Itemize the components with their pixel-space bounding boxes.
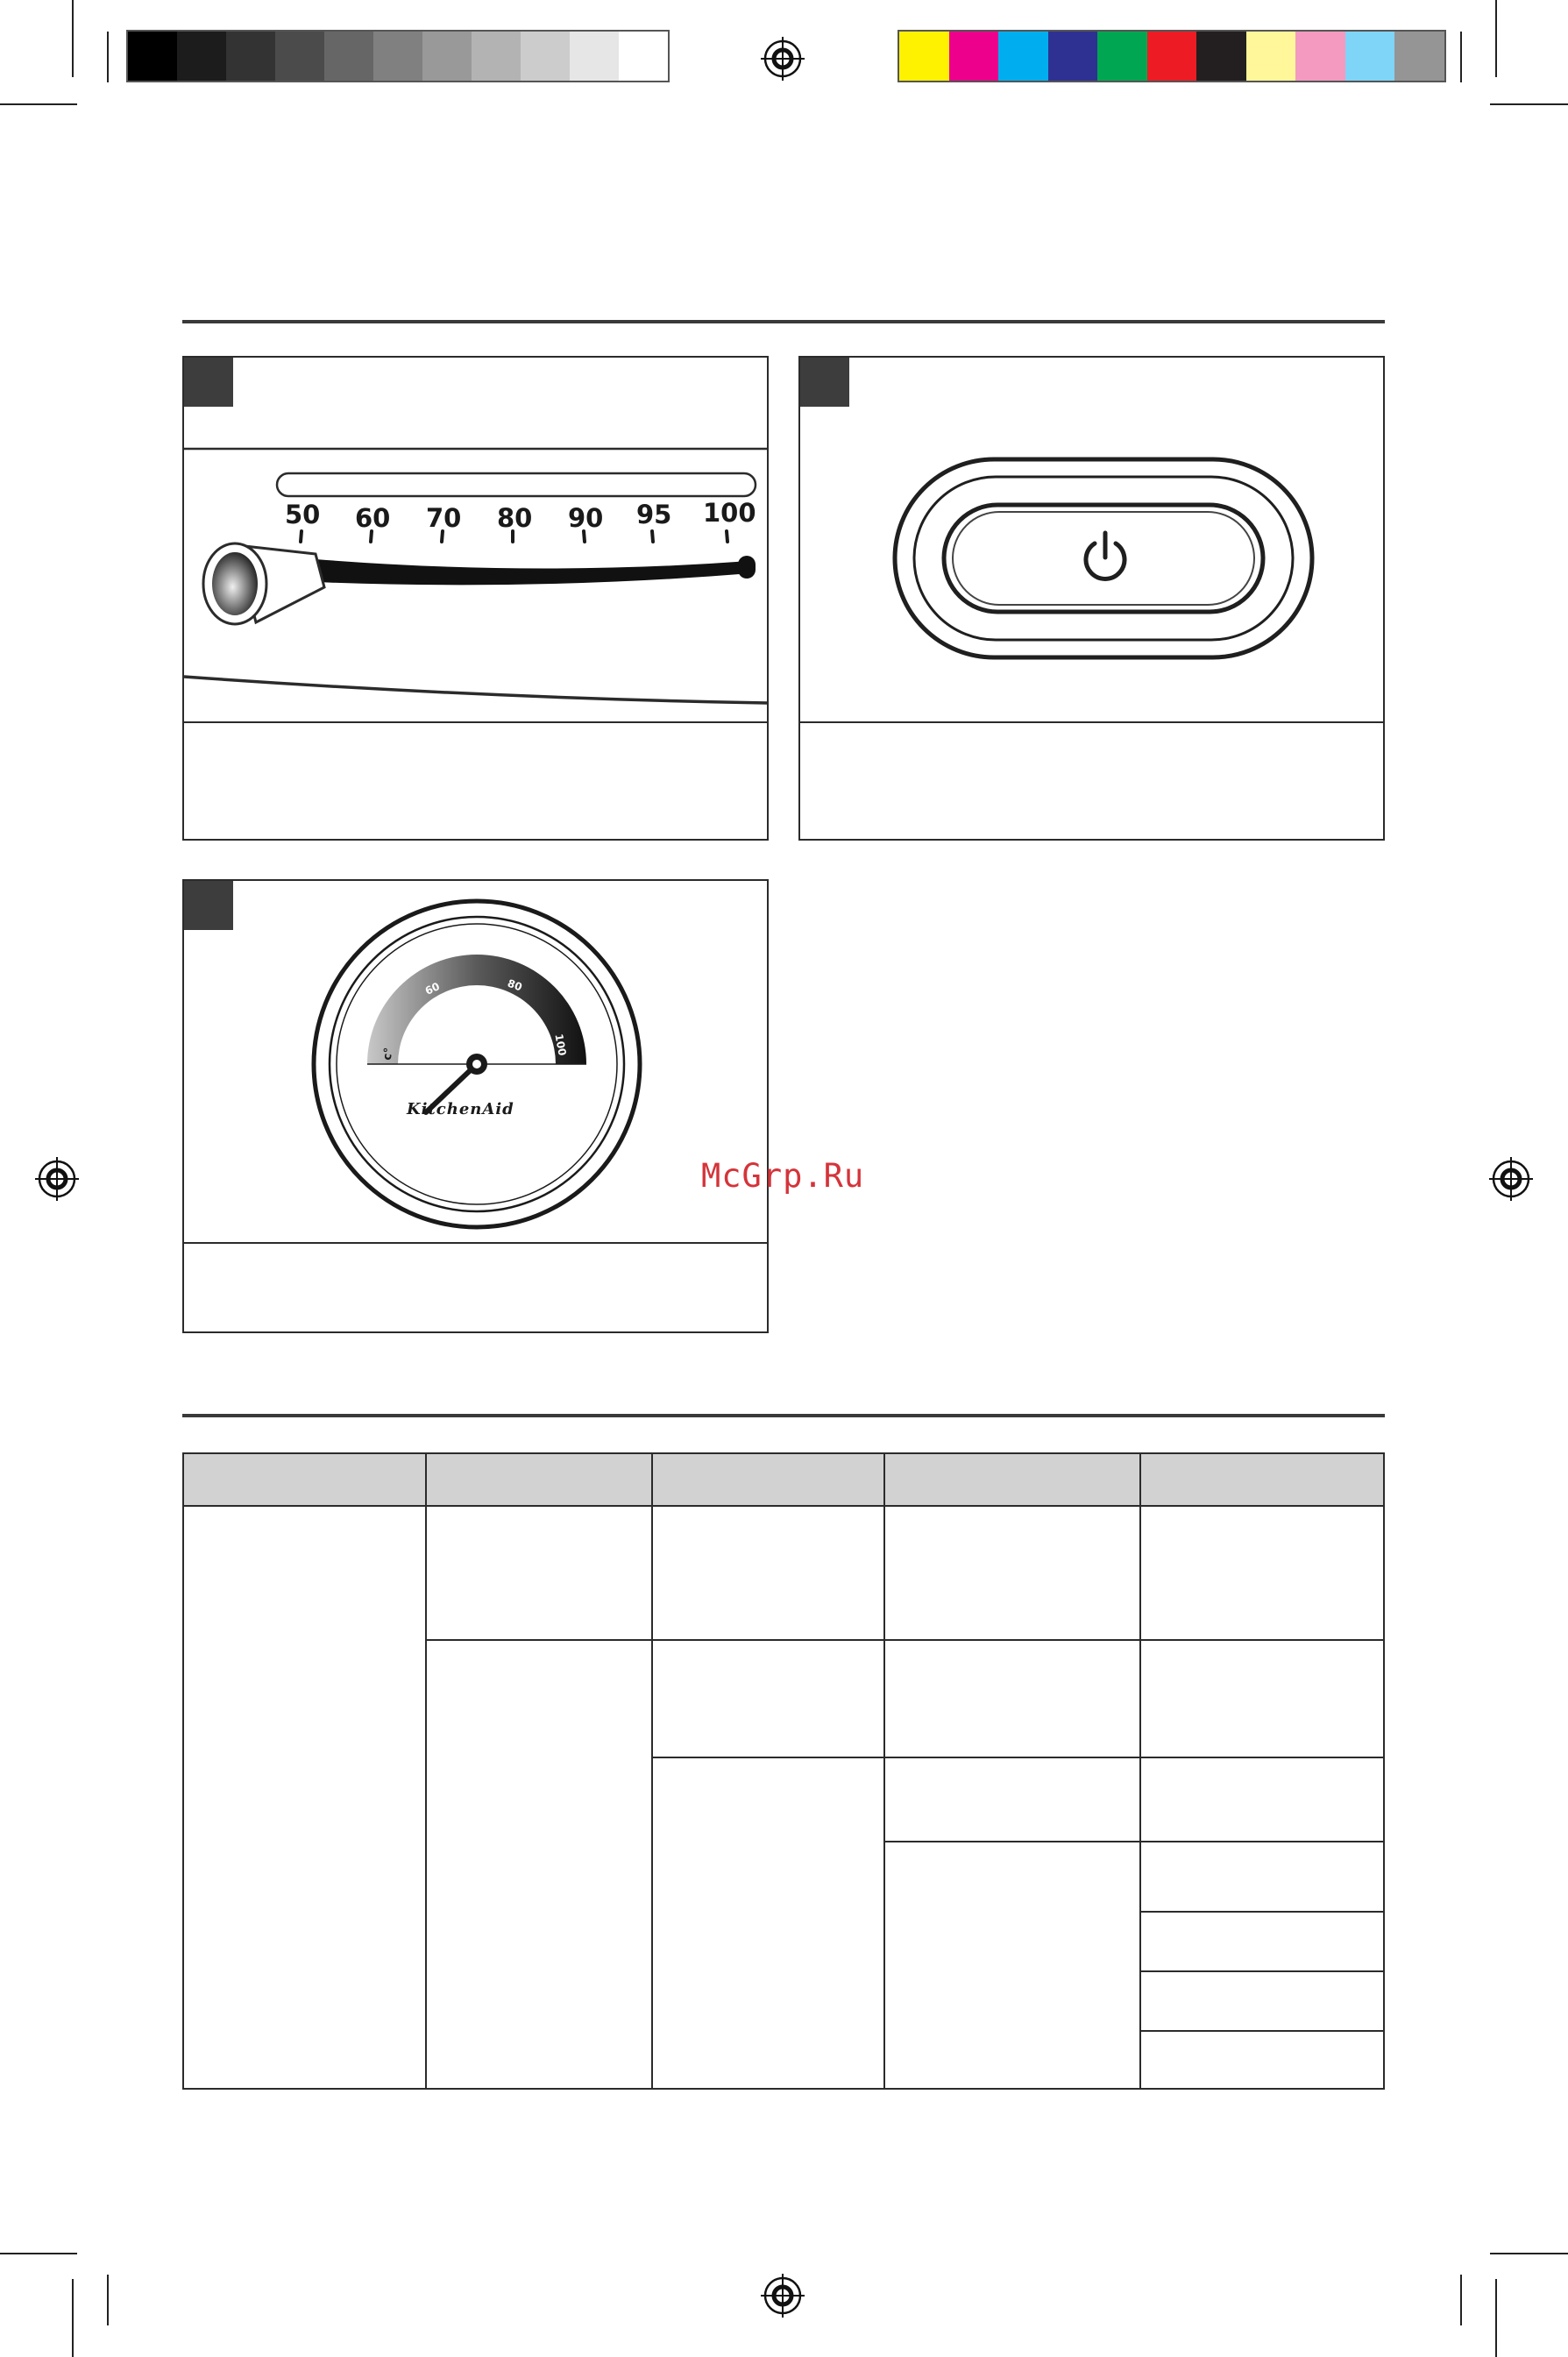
table-cell [884,1506,1141,1640]
table-cell [426,1640,653,2089]
temperature-dial-illustration [184,358,767,721]
table-cell [1140,1506,1384,1640]
figure-temperature-dial [182,356,769,841]
table-row [183,1506,1384,1640]
gauge-unit-label: c° [380,1047,396,1061]
temperature-scale-label: 70 [426,503,462,533]
table-cell [426,1506,653,1640]
table-cell [884,1842,1141,2089]
crop-mark [107,32,109,82]
watermark: McGrp.Ru [701,1157,865,1195]
table-cell [1140,1912,1384,1971]
table-header-cell [884,1453,1141,1506]
gauge-low-label: 60 [422,980,442,997]
thermometer-gauge-illustration [184,881,767,1244]
crop-mark [1490,2253,1568,2254]
color-swatch-frame [898,30,1446,82]
figure-caption-area [184,721,767,839]
table-cell [652,1506,884,1640]
troubleshooting-table [182,1452,1385,2090]
table-header-cell [1140,1453,1384,1506]
crop-mark [0,2253,77,2254]
gauge-high-label: 100 [552,1033,569,1057]
table-cell [1140,2031,1384,2089]
crop-mark [1490,103,1568,105]
table-cell [1140,1640,1384,1757]
temperature-scale-label: 60 [355,503,391,533]
crop-mark [72,2279,74,2357]
grayscale-swatch-frame [126,30,670,82]
registration-target-icon [1489,1157,1533,1201]
table-cell [652,1757,884,2089]
crop-mark [107,2275,109,2325]
crop-mark [72,0,74,77]
table-cell [183,1506,426,2089]
crop-mark [1460,2275,1462,2325]
table-cell [1140,1842,1384,1912]
table-cell [884,1757,1141,1842]
power-button-icon [1079,529,1132,586]
crop-mark [1460,32,1462,82]
table-header-cell [183,1453,426,1506]
crop-mark [0,103,77,105]
registration-target-icon [35,1157,79,1201]
temperature-scale-label: 95 [636,500,672,529]
table-header-row [183,1453,1384,1506]
temperature-scale-label: 50 [285,500,321,529]
figure-caption-area [800,721,1383,839]
table-cell [884,1640,1141,1757]
temperature-scale-label: 90 [568,503,604,533]
section-divider [182,320,1385,323]
table-cell [652,1640,884,1757]
table-cell [1140,1971,1384,2031]
crop-mark [1495,0,1497,77]
figure-thermometer-gauge [182,879,769,1333]
table-header-cell [652,1453,884,1506]
section-divider [182,1414,1385,1417]
gauge-mid-label: 80 [506,976,524,994]
registration-target-icon [761,2274,805,2318]
crop-mark [1495,2279,1497,2357]
table-header-cell [426,1453,653,1506]
registration-target-icon [761,37,805,81]
brand-logo: KitchenAid [407,1100,514,1118]
figure-caption-area [184,1242,767,1331]
temperature-scale-label: 100 [703,498,756,528]
table-cell [1140,1757,1384,1842]
figure-power-button [798,356,1385,841]
temperature-scale-label: 80 [497,503,533,533]
